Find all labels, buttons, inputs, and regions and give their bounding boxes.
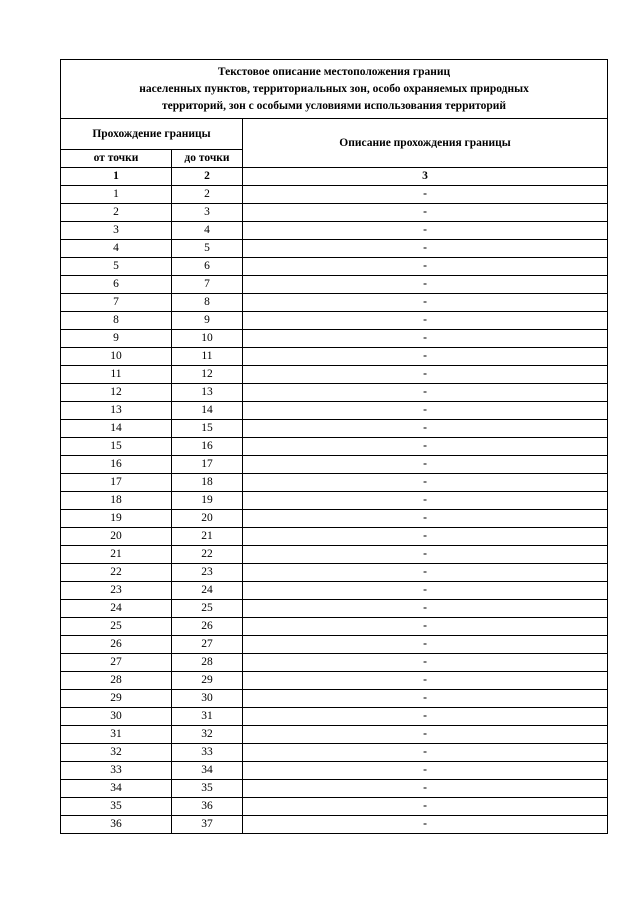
to-point-cell: 15 [172, 420, 243, 438]
from-point-cell: 4 [61, 240, 172, 258]
to-point-cell: 19 [172, 492, 243, 510]
from-point-cell: 29 [61, 690, 172, 708]
table-row [61, 456, 608, 474]
column-number-row [61, 168, 608, 186]
from-point-cell: 19 [61, 510, 172, 528]
to-point-cell: 29 [172, 672, 243, 690]
column-number: 2 [172, 168, 243, 186]
description-cell: - [243, 744, 608, 762]
from-point-cell: 36 [61, 816, 172, 834]
to-point-cell: 23 [172, 564, 243, 582]
table-row [61, 402, 608, 420]
to-point-cell: 3 [172, 204, 243, 222]
table-row [61, 204, 608, 222]
column-number: 1 [61, 168, 172, 186]
to-point-cell: 27 [172, 636, 243, 654]
description-cell: - [243, 762, 608, 780]
table-row [61, 600, 608, 618]
table-row [61, 348, 608, 366]
table-row [61, 816, 608, 834]
description-cell: - [243, 690, 608, 708]
table-row [61, 222, 608, 240]
table-row [61, 384, 608, 402]
description-cell: - [243, 636, 608, 654]
from-point-cell: 8 [61, 312, 172, 330]
document-title [61, 60, 608, 119]
from-point-cell: 24 [61, 600, 172, 618]
table-row [61, 564, 608, 582]
from-point-cell: 20 [61, 528, 172, 546]
to-point-cell: 18 [172, 474, 243, 492]
description-cell: - [243, 726, 608, 744]
table-row [61, 744, 608, 762]
from-point-cell: 17 [61, 474, 172, 492]
from-point-cell: 32 [61, 744, 172, 762]
from-point-cell: 3 [61, 222, 172, 240]
table-row [61, 654, 608, 672]
description-cell: - [243, 330, 608, 348]
description-cell: - [243, 510, 608, 528]
description-cell: - [243, 474, 608, 492]
from-point-cell: 25 [61, 618, 172, 636]
from-point-cell: 15 [61, 438, 172, 456]
table-row [61, 726, 608, 744]
from-point-cell: 18 [61, 492, 172, 510]
header-to-point: до точки [172, 150, 243, 168]
table-row [61, 258, 608, 276]
from-point-cell: 34 [61, 780, 172, 798]
from-point-cell: 1 [61, 186, 172, 204]
description-cell: - [243, 312, 608, 330]
description-cell: - [243, 258, 608, 276]
table-row [61, 798, 608, 816]
from-point-cell: 33 [61, 762, 172, 780]
table-row [61, 672, 608, 690]
description-cell: - [243, 582, 608, 600]
from-point-cell: 10 [61, 348, 172, 366]
from-point-cell: 7 [61, 294, 172, 312]
to-point-cell: 30 [172, 690, 243, 708]
from-point-cell: 35 [61, 798, 172, 816]
table-row [61, 420, 608, 438]
table-row [61, 438, 608, 456]
table-row [61, 294, 608, 312]
to-point-cell: 24 [172, 582, 243, 600]
header-boundary-passage: Прохождение границы [61, 119, 243, 150]
from-point-cell: 11 [61, 366, 172, 384]
to-point-cell: 9 [172, 312, 243, 330]
table-row [61, 546, 608, 564]
description-cell: - [243, 816, 608, 834]
table-row [61, 312, 608, 330]
from-point-cell: 28 [61, 672, 172, 690]
description-cell: - [243, 240, 608, 258]
table-row [61, 186, 608, 204]
description-cell: - [243, 672, 608, 690]
from-point-cell: 16 [61, 456, 172, 474]
description-cell: - [243, 366, 608, 384]
header-from-point: от точки [61, 150, 172, 168]
table-row [61, 690, 608, 708]
from-point-cell: 14 [61, 420, 172, 438]
to-point-cell: 2 [172, 186, 243, 204]
description-cell: - [243, 618, 608, 636]
to-point-cell: 4 [172, 222, 243, 240]
from-point-cell: 12 [61, 384, 172, 402]
from-point-cell: 5 [61, 258, 172, 276]
to-point-cell: 10 [172, 330, 243, 348]
table-row [61, 330, 608, 348]
to-point-cell: 36 [172, 798, 243, 816]
to-point-cell: 12 [172, 366, 243, 384]
to-point-cell: 8 [172, 294, 243, 312]
description-cell: - [243, 384, 608, 402]
description-cell: - [243, 420, 608, 438]
from-point-cell: 2 [61, 204, 172, 222]
table-row [61, 528, 608, 546]
to-point-cell: 7 [172, 276, 243, 294]
description-cell: - [243, 276, 608, 294]
from-point-cell: 30 [61, 708, 172, 726]
table-row [61, 780, 608, 798]
description-cell: - [243, 204, 608, 222]
description-cell: - [243, 564, 608, 582]
from-point-cell: 21 [61, 546, 172, 564]
from-point-cell: 23 [61, 582, 172, 600]
title-line: населенных пунктов, территориальных зон, особо охраняемых природных [139, 82, 529, 95]
description-cell: - [243, 780, 608, 798]
description-cell: - [243, 456, 608, 474]
from-point-cell: 9 [61, 330, 172, 348]
to-point-cell: 17 [172, 456, 243, 474]
description-cell: - [243, 798, 608, 816]
to-point-cell: 35 [172, 780, 243, 798]
from-point-cell: 13 [61, 402, 172, 420]
table-row [61, 492, 608, 510]
table-row [61, 474, 608, 492]
description-cell: - [243, 348, 608, 366]
table-row [61, 762, 608, 780]
table-row [61, 240, 608, 258]
description-cell: - [243, 402, 608, 420]
table-row [61, 366, 608, 384]
table-row [61, 618, 608, 636]
from-point-cell: 31 [61, 726, 172, 744]
table-row [61, 582, 608, 600]
description-cell: - [243, 294, 608, 312]
to-point-cell: 26 [172, 618, 243, 636]
to-point-cell: 28 [172, 654, 243, 672]
description-cell: - [243, 600, 608, 618]
to-point-cell: 34 [172, 762, 243, 780]
description-cell: - [243, 546, 608, 564]
to-point-cell: 31 [172, 708, 243, 726]
to-point-cell: 16 [172, 438, 243, 456]
column-number: 3 [243, 168, 608, 186]
description-cell: - [243, 708, 608, 726]
from-point-cell: 6 [61, 276, 172, 294]
title-line: территорий, зон с особыми условиями использования территорий [162, 99, 506, 112]
description-cell: - [243, 492, 608, 510]
table-row [61, 276, 608, 294]
to-point-cell: 22 [172, 546, 243, 564]
to-point-cell: 11 [172, 348, 243, 366]
boundary-table [60, 59, 608, 834]
table-row [61, 510, 608, 528]
description-cell: - [243, 528, 608, 546]
to-point-cell: 32 [172, 726, 243, 744]
to-point-cell: 20 [172, 510, 243, 528]
to-point-cell: 13 [172, 384, 243, 402]
boundary-description-document [60, 59, 607, 834]
to-point-cell: 21 [172, 528, 243, 546]
to-point-cell: 6 [172, 258, 243, 276]
to-point-cell: 33 [172, 744, 243, 762]
to-point-cell: 37 [172, 816, 243, 834]
description-cell: - [243, 186, 608, 204]
from-point-cell: 22 [61, 564, 172, 582]
table-row [61, 708, 608, 726]
table-row [61, 636, 608, 654]
title-line: Текстовое описание местоположения границ [217, 65, 451, 78]
description-cell: - [243, 654, 608, 672]
from-point-cell: 27 [61, 654, 172, 672]
to-point-cell: 25 [172, 600, 243, 618]
description-cell: - [243, 222, 608, 240]
description-cell: - [243, 438, 608, 456]
to-point-cell: 14 [172, 402, 243, 420]
to-point-cell: 5 [172, 240, 243, 258]
from-point-cell: 26 [61, 636, 172, 654]
header-boundary-description: Описание прохождения границы [243, 119, 608, 168]
